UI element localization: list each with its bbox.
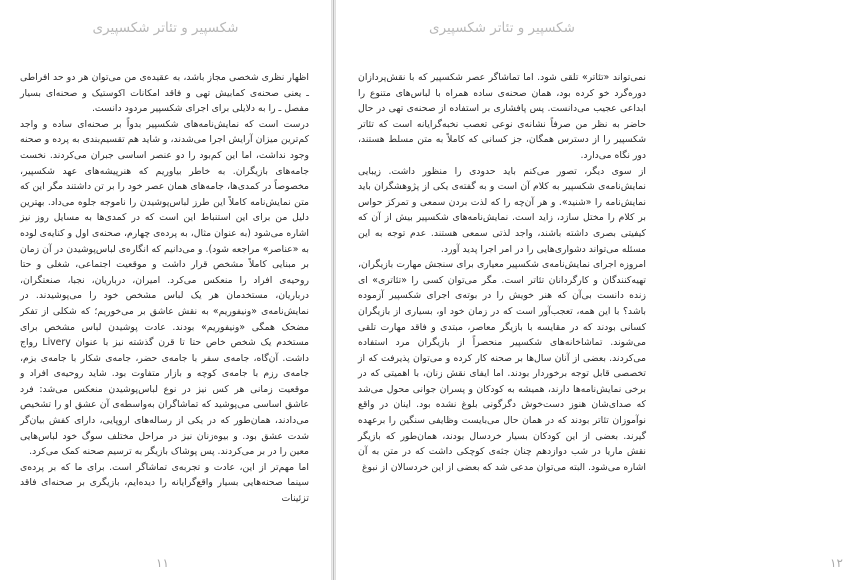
paragraph: از سوی دیگر، تصور می‌کنم باید حدودی را منظور داشت. زیبایی نمایش‌نامه‌ی شکسپیر به کلام آن است و به گفته‌ی یکی از پژوهشگران باید نمایش‌نامه را «شنید». و هر آن‌چه را که لذت بردن سمعی و تمرکز حواس بر کلام را مختل سازد، زاید است. نمایش‌نامه‌های شکسپیر بیش از آن که کیفیتی بصری داشته باشند، واجد لذتی سمعی هستند. عدم توجه به این مسئله می‌تواند دشواری‌هایی را در امر اجرا پدید آورد.: [358, 165, 646, 255]
paragraph: اما مهم‌تر از این، عادت و تجربه‌ی تماشاگر است. برای ما که بر پرده‌ی سینما صحنه‌هایی بسیار واقع‌گرایانه را دیده‌ایم، بازیگری بر صحنه‌ای فاقد تزئینات: [20, 461, 309, 505]
paragraph: اظهار نظری شخصی مجاز باشد، به عقیده‌ی من می‌توان هر دو حد افراطی ـ یعنی صحنه‌ی کمابیش تهی و فاقد امکانات اکوستیک و صحنه‌ای بسیار مفصل ـ را به دلایلی برای اجرای شکسپیر مردود دانست.: [20, 72, 309, 115]
left-page: [0, 0, 331, 580]
page-body-text: [358, 70, 646, 542]
running-head: شکسپیر و تئاتر شکسپیری: [92, 20, 239, 36]
paragraph: امروزه اجرای نمایش‌نامه‌ی شکسپیر معیاری برای سنجش مهارت بازیگران، تهیه‌کنندگان و کارگردانان تئاتر است. مگر می‌توان کسی را «تئاتری» ای زنده دانست بی‌آن که هنر خویش را در بوته‌ی اجرای شکسپیر آزموده باشد؟ با این همه، تعجب‌آور است که در زمان خود او، بسیاری از بازیگران کسانی بودند که در مقایسه با بازیگر معاصر، مبتدی و فاقد مهارت تلقی می‌شوند. تماشاخانه‌های شکسپیر منحصراً از بازیگران مرد استفاده می‌کردند. بعضی از آنان سال‌ها بر صحنه کار کرده و می‌توان پذیرفت که از تخصصی قابل توجه برخوردار بودند. اما ایفای نقش زنان، با اهمیتی که در برخی نمایش‌نامه‌ها دارند، همیشه به کودکان و پسران جوانی محول می‌شد که صدای‌شان هنوز دست‌خوش دگرگونی بلوغ نشده بود. اینان در واقع نوآموزان تئاتر بودند که در همان حال می‌بایست وظایفی سنگین را برعهده گیرند. بعضی از این کودکان بسیار خردسال بودند، همان‌طور که بازیگر نقش ماریا در شب دوازدهم چنان جثه‌ی کوچکی داشت که در متن به آن اشاره می‌شود. البته می‌توان مدعی شد که بعضی از این خردسالان از نبوغ: [358, 259, 646, 473]
running-head: شکسپیر و تئاتر شکسپیری: [429, 20, 575, 36]
page-number: ۱۱: [156, 556, 169, 570]
right-page: [336, 0, 843, 580]
page-number: ۱۲: [830, 556, 843, 570]
paragraph: درست است که نمایش‌نامه‌های شکسپیر بدواً بر صحنه‌ای ساده و واجد کم‌ترین میزان آرایش اجرا می‌شدند، و شاید هم تقسیم‌بندی به پرده و صحنه وجود نداشت، اما این کم‌بود را دو عنصر اساسی جبران می‌کردند. نخست جامه‌های بازیگران. به خاطر بیاوریم که هنرپیشه‌های عهد شکسپیر، مخصوصاً در کمدی‌ها، جامه‌های همان عصر خود را بر تن داشتند مگر این که متن نمایش‌نامه کاملاً این طرز لباس‌پوشیدن را ناموجه جلوه می‌داد. بهترین دلیل من برای این استنباط این است که در کمدی‌ها به مسایل روز نیز اشاره می‌شود (به عنوان مثال، به پرده‌ی چهارم، صحنه‌ی اول و کنایه‌ی لوده به «عناصر» مراجعه شود). و می‌دانیم که انگاره‌ی لباس‌پوشیدن در آن زمان بر مبنایی کاملاً مشخص قرار داشت و موقعیت اجتماعی، شغلی و حتا روحیه‌ی افراد را منعکس می‌کرد. امیران، درباریان، نجبا، صنعتگران، درباریان، مستخدمان هر یک لباس مشخص خود را می‌پوشیدند. در نمایش‌نامه‌ی «ونیفوریم» به نقش عاشق بر می‌خوریم؛ که شکلی از تفکر مضحک همگی «ونیفوریم» بودند. عادت پوشیدن لباس مشخص برای مستخدم یک شخص خاص حتا تا قرن گذشته نیز با عنوان Livery رواج داشت. آن‌گاه، جامه‌ی سفر با جامه‌ی حضر، جامه‌ی شکار با جامه‌ی بزم، جامه‌ی رزم با جامه‌ی کوچه و بازار متفاوت بود. شاید روحیه‌ی افراد و موقعیت زمانی هر کس نیز در نوع لباس‌پوشیدن منعکس می‌شد: فرد عاشق اساسی می‌پوشید که تماشاگران به‌واسطه‌ی آن عشق او را تشخیص می‌دادند، همان‌طور که در یکی از رساله‌های اروپایی، دارای کفش بیان‌گر شدت عشق بود. و بیوه‌زنان نیز در مراحل مختلف سوگ خود لباس‌هایی معین را در بر می‌کردند. پس پوشاک بازیگر به ترسیم صحنه کمک می‌کرد.: [20, 118, 309, 458]
page-body-text: [20, 70, 309, 542]
paragraph: نمی‌تواند «تئاتر» تلقی شود. اما تماشاگر عصر شکسپیر که با نقش‌پردازان دوره‌گرد خو کرده بود، همان صحنه‌ی ساده همراه با لباس‌های متنوع را ابداعی عجیب می‌دانست. پس پافشاری بر استفاده از صحنه‌ی تهی در حال حاضر به نظر من صرفاً نشانه‌ی نوعی تعصب نخبه‌گرایانه است که تئاتر شکسپیر را از دسترس همگان، جز کسانی که کاملاً به متن مسلط هستند، دور نگاه می‌دارد.: [358, 72, 646, 161]
gutter-divider: [333, 0, 334, 580]
